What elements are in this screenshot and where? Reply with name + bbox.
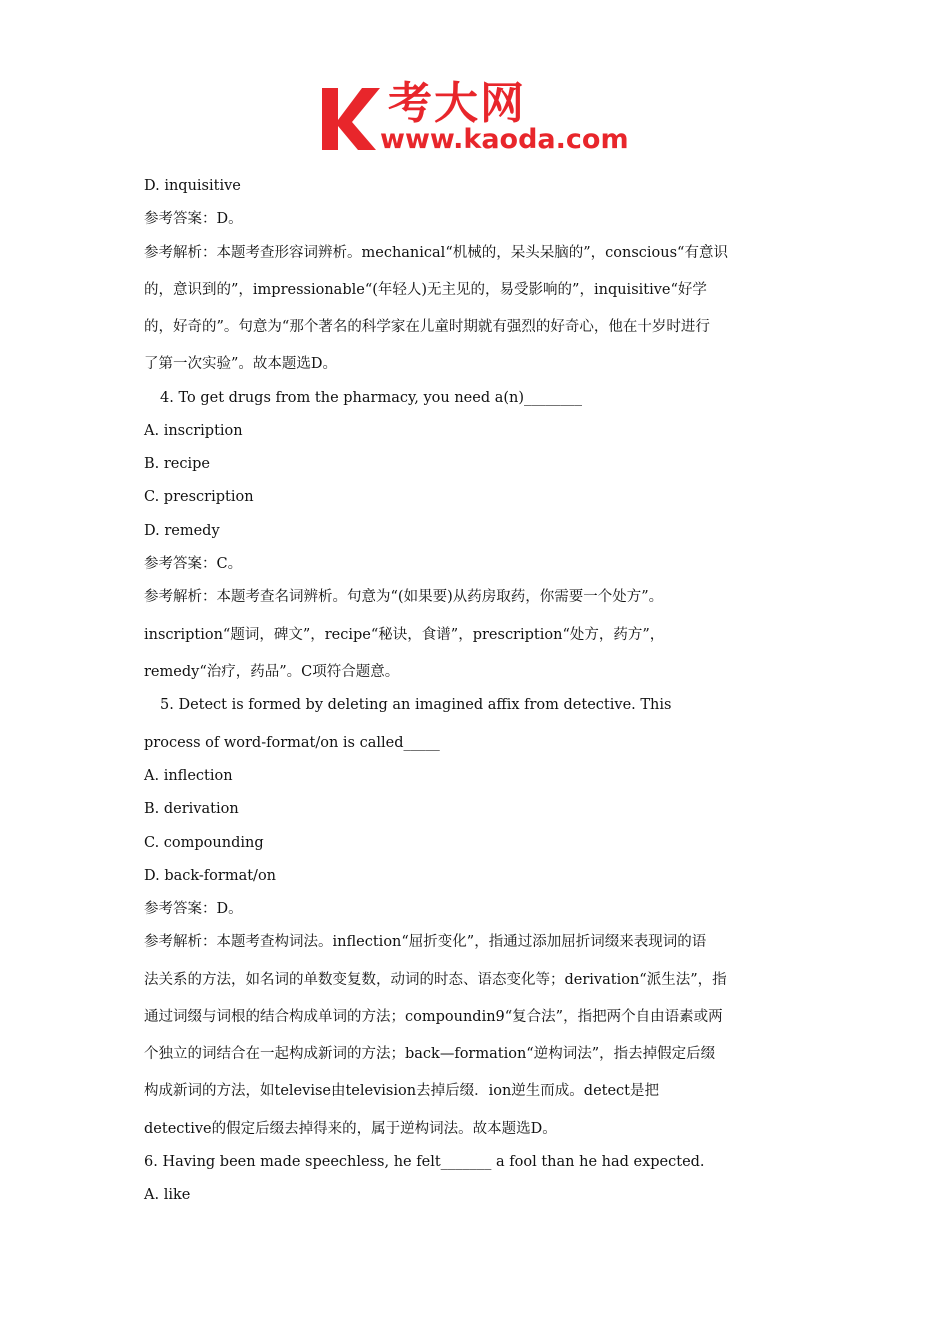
answer-q4: 参考答案：C。 [144,556,243,572]
answer-q3: 参考答案：D。 [144,211,243,227]
option-b-q5: B. derivation [144,801,239,817]
option-a-q5: A. inflection [144,768,233,784]
analysis-q4-line1: 参考解析：本题考查名词辨析。句意为“(如果要)从药房取药，你需要一个处方”。 [144,589,664,605]
analysis-q3-line4: 了第一次实验”。故本题选D。 [144,356,338,372]
option-d-q4: D. remedy [144,523,220,539]
question-6: 6. Having been made speechless, he felt_______ a fool than he had expected. [144,1154,705,1170]
logo-url: www.kaoda.com [380,124,629,155]
question-5-line1: 5. Detect is formed by deleting an imagined affix from detective. This [160,697,672,713]
analysis-q4-line2: inscription“题词，碑文”，recipe“秘诀，食谱”，prescription“处方，药方”， [144,627,665,643]
option-d-q5: D. back-format/on [144,868,277,884]
analysis-q5-line3: 通过词缀与词根的结合构成单词的方法；compoundin9“复合法”，指把两个自由语素或两 [144,1009,723,1025]
kaoda-logo [318,78,638,158]
option-c-q5: C. compounding [144,835,264,851]
question-5-line2: process of word-format/on is called_____ [144,735,440,751]
option-d-q3: D. inquisitive [144,178,241,194]
question-4: 4. To get drugs from the pharmacy, you need a(n)________ [160,390,583,406]
option-a-q4: A. inscription [144,423,243,439]
option-a-q6: A. like [144,1187,191,1203]
logo-chinese-title: 考大网 [388,78,526,129]
analysis-q3-line3: 的，好奇的”。句意为“那个著名的科学家在儿童时期就有强烈的好奇心，他在十岁时进行 [144,319,710,335]
analysis-q3-line1: 参考解析：本题考查形容词辨析。mechanical“机械的，呆头呆脑的”，conscious“有意识 [144,245,728,261]
analysis-q5-line5: 构成新词的方法，如televise由television去掉后缀．ion逆生而成。detect是把 [144,1083,660,1099]
option-c-q4: C. prescription [144,489,254,505]
option-b-q4: B. recipe [144,456,211,472]
analysis-q3-line2: 的，意识到的”，impressionable“(年轻人)无主见的，易受影响的”，inquisitive“好学 [144,282,707,298]
analysis-q5-line4: 个独立的词结合在一起构成新词的方法；back—formation“逆构词法”，指去掉假定后缀 [144,1046,716,1062]
k-logo-icon [318,82,388,152]
answer-q5: 参考答案：D。 [144,901,243,917]
analysis-q4-line3: remedy“治疗，药品”。C项符合题意。 [144,664,400,680]
analysis-q5-line2: 法关系的方法，如名词的单数变复数，动词的时态、语态变化等；derivation“派生法”，指 [144,972,727,988]
analysis-q5-line6: detective的假定后缀去掉得来的，属于逆构词法。故本题选D。 [144,1121,557,1137]
analysis-q5-line1: 参考解析：本题考查构词法。inflection“屈折变化”，指通过添加屈折词缀来表现词的语 [144,934,707,950]
